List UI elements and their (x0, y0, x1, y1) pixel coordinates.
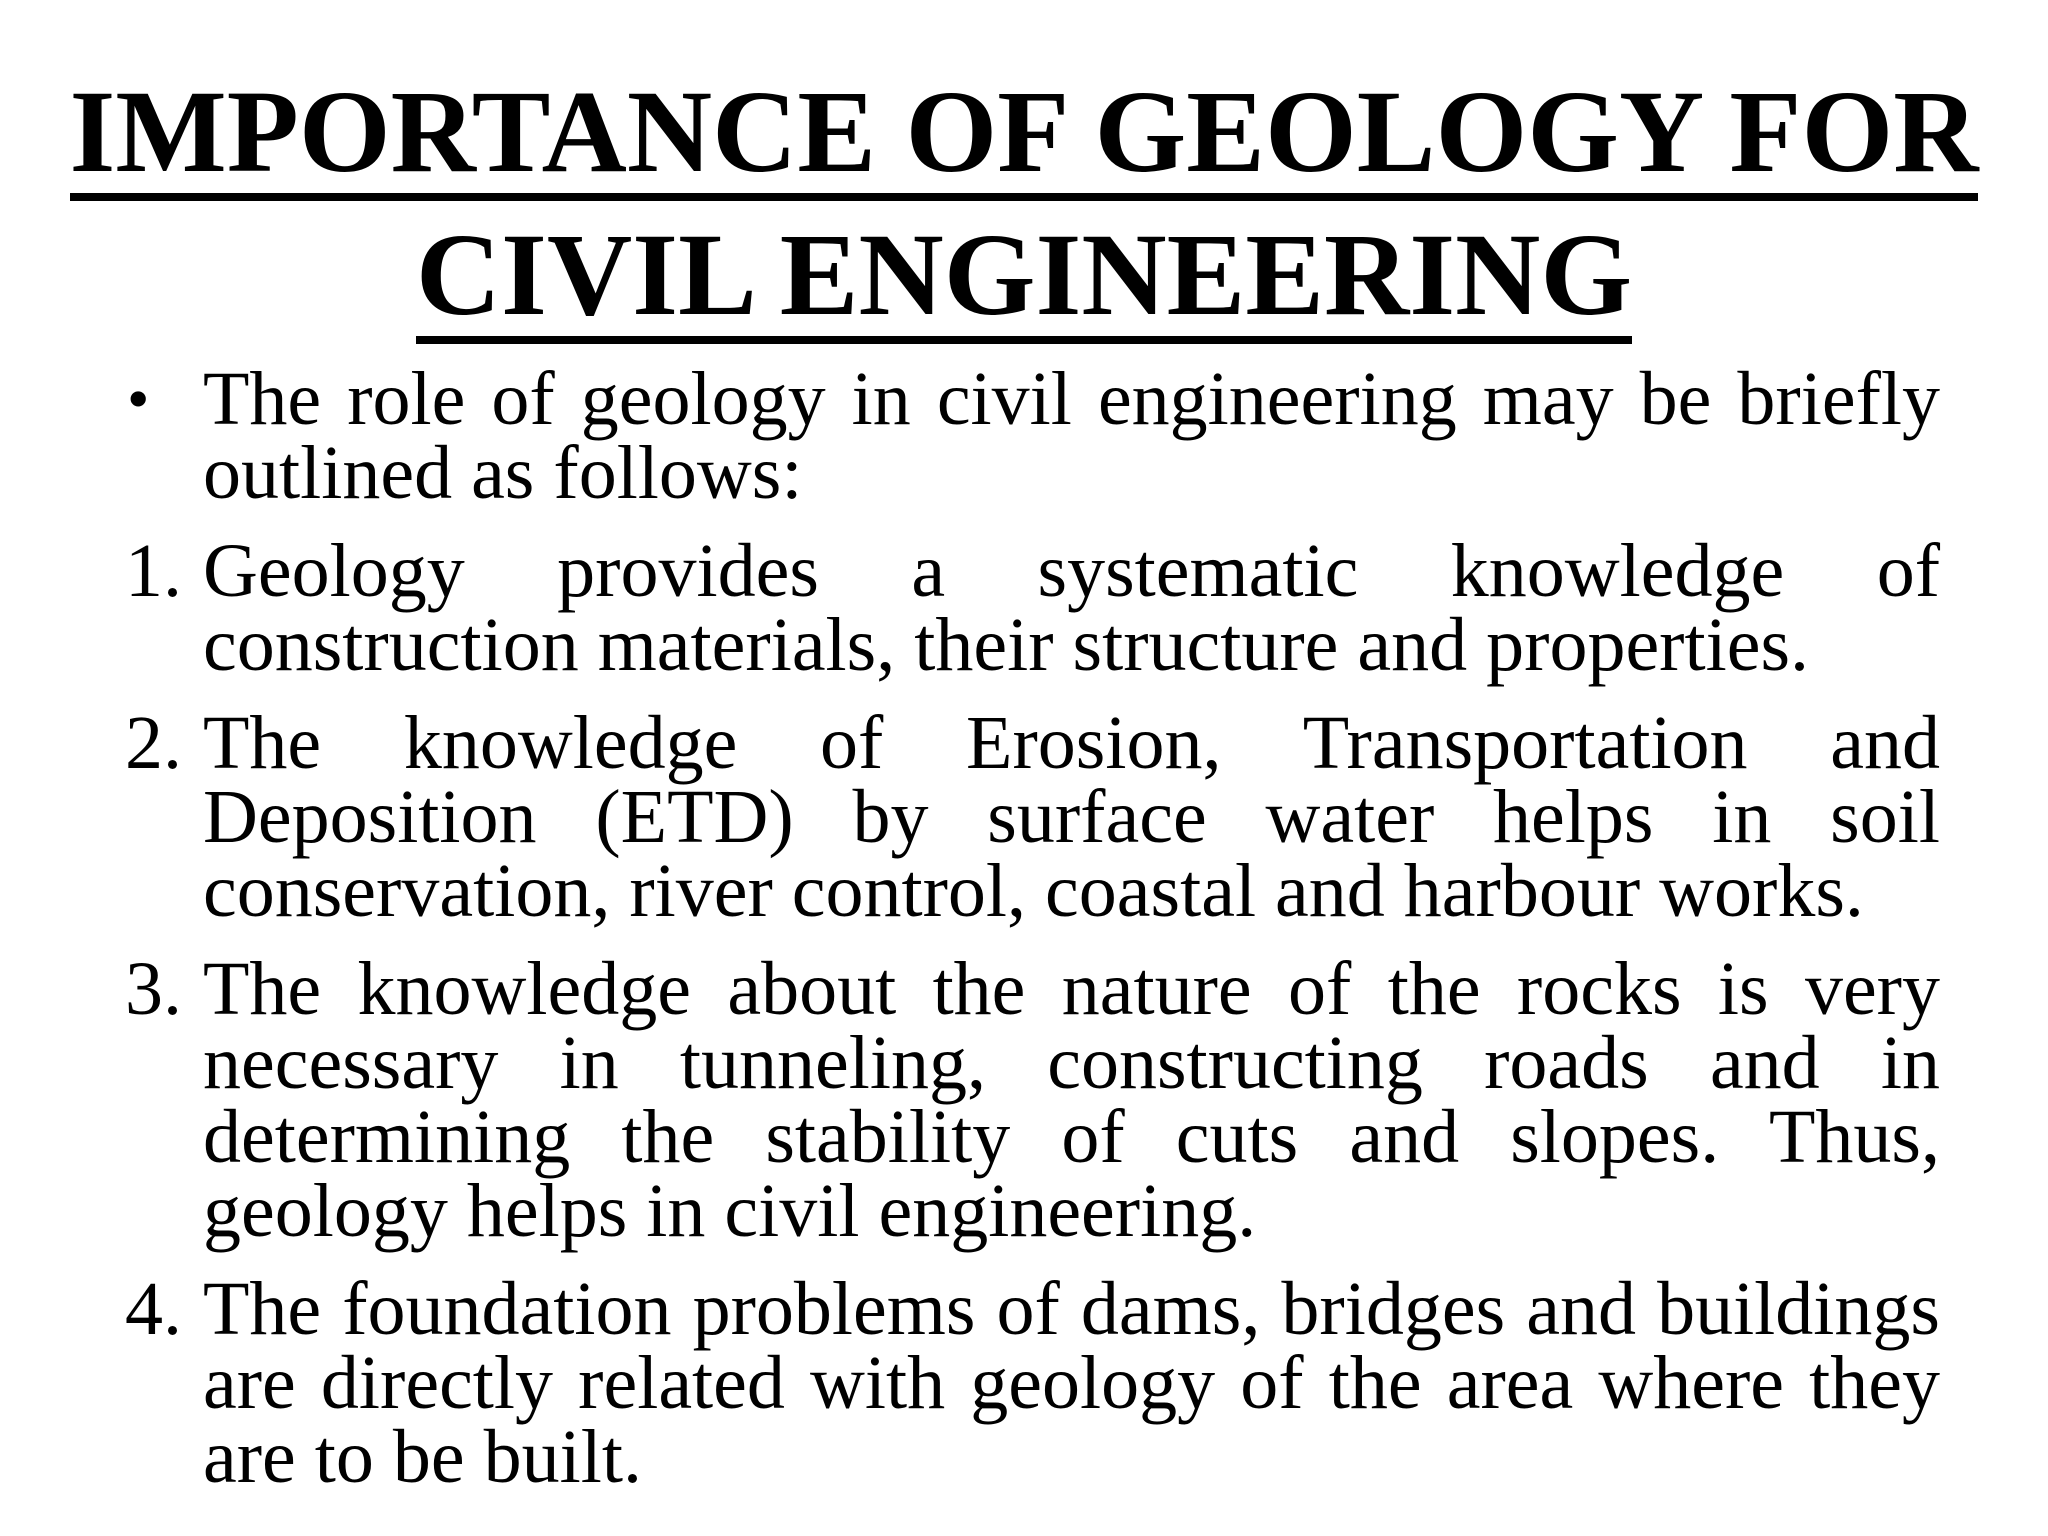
list-marker: 4. (125, 1267, 182, 1351)
list-marker: 2. (125, 701, 182, 785)
list-item (125, 947, 1940, 1253)
list-item-text: The foundation problems of dams, bridges and buildings are directly related with geology of the area where they are to be built. (203, 1267, 1940, 1499)
list-item (125, 701, 1940, 933)
bullet-icon: • (127, 363, 150, 434)
list-item-text: The knowledge about the nature of the rocks is very necessary in tunneling, constructing roads and in determining the stability of cuts and slopes. Thus, geology helps in civil engineering. (203, 947, 1940, 1253)
intro-bullet (125, 357, 1940, 515)
list-marker: 1. (125, 529, 182, 613)
content-body (125, 357, 1940, 1518)
list-item-text: Geology provides a systematic knowledge of construction materials, their structure and properties. (203, 529, 1940, 687)
title-line-2: CIVIL ENGINEERING (416, 220, 1632, 344)
list-marker: 3. (125, 947, 182, 1031)
list-item (125, 529, 1940, 687)
page-title (0, 62, 2048, 345)
intro-text: The role of geology in civil engineering may be briefly outlined as follows: (203, 357, 1940, 515)
list-item-text: The knowledge of Erosion, Transportation and Deposition (ETD) by surface water helps in soil conservation, river control, coastal and harbour works. (203, 701, 1940, 933)
title-line-1: IMPORTANCE OF GEOLOGY FOR (70, 77, 1979, 201)
list-item (125, 1267, 1940, 1499)
